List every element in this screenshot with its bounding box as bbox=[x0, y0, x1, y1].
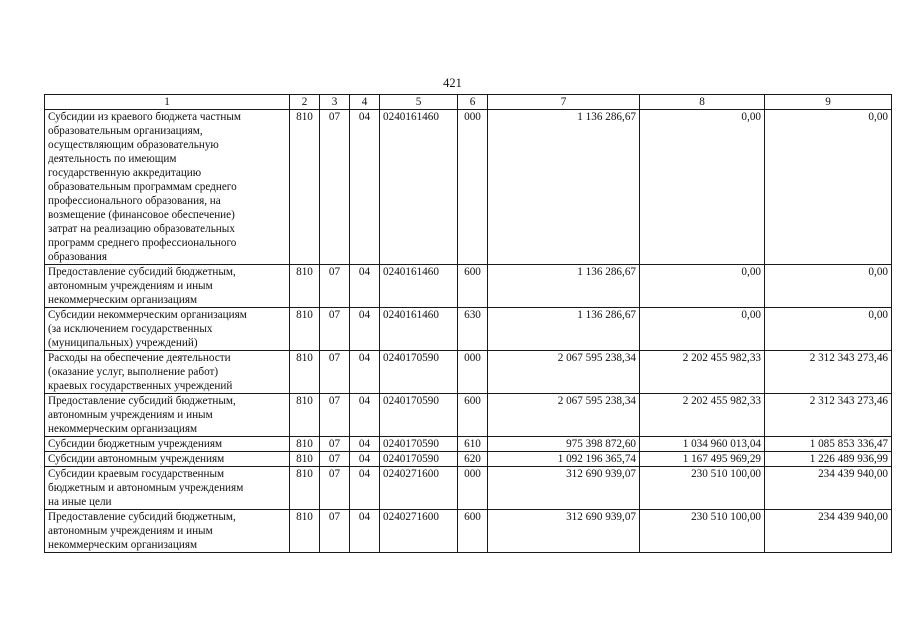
code-cell-vr: 630 bbox=[458, 308, 488, 351]
code-cell-pr: 04 bbox=[350, 351, 380, 394]
amount-year-1: 2 067 595 238,34 bbox=[488, 394, 640, 437]
column-header: 5 bbox=[380, 95, 458, 110]
amount-year-1: 312 690 939,07 bbox=[488, 510, 640, 553]
code-cell-vr: 620 bbox=[458, 452, 488, 467]
code-cell-csr: 0240271600 bbox=[380, 467, 458, 510]
amount-year-1: 1 092 196 365,74 bbox=[488, 452, 640, 467]
column-header: 4 bbox=[350, 95, 380, 110]
code-cell-csr: 0240170590 bbox=[380, 452, 458, 467]
row-name-line: (муниципальных) учреждений) bbox=[48, 337, 198, 349]
table-body bbox=[45, 110, 892, 553]
amount-year-2: 1 167 495 969,29 bbox=[640, 452, 765, 467]
row-name-line: Субсидии автономным учреждениям bbox=[48, 453, 225, 465]
table-row bbox=[45, 110, 892, 265]
row-name-line: профессионального образования, на bbox=[48, 195, 221, 207]
row-name-line: бюджетным и автономным учреждениям bbox=[48, 482, 244, 494]
code-cell-gr: 810 bbox=[290, 510, 320, 553]
code-cell-vr: 000 bbox=[458, 351, 488, 394]
code-cell-rz: 07 bbox=[320, 452, 350, 467]
row-name bbox=[45, 467, 290, 510]
code-cell-rz: 07 bbox=[320, 351, 350, 394]
row-name-line: программ среднего профессионального bbox=[48, 237, 237, 249]
code-cell-pr: 04 bbox=[350, 467, 380, 510]
row-name bbox=[45, 394, 290, 437]
amount-year-3: 2 312 343 273,46 bbox=[765, 351, 892, 394]
code-cell-csr: 0240161460 bbox=[380, 110, 458, 265]
row-name-line: Субсидии из краевого бюджета частным bbox=[48, 111, 241, 123]
row-name-line: Предоставление субсидий бюджетным, bbox=[48, 395, 236, 407]
code-cell-csr: 0240170590 bbox=[380, 437, 458, 452]
row-name-line: Расходы на обеспечение деятельности bbox=[48, 352, 231, 364]
code-cell-csr: 0240170590 bbox=[380, 394, 458, 437]
column-header: 6 bbox=[458, 95, 488, 110]
code-cell-rz: 07 bbox=[320, 308, 350, 351]
row-name-line: некоммерческим организациям bbox=[48, 539, 198, 551]
code-cell-vr: 610 bbox=[458, 437, 488, 452]
row-name-line: автономным учреждениям и иным bbox=[48, 525, 213, 537]
code-cell-rz: 07 bbox=[320, 110, 350, 265]
row-name bbox=[45, 351, 290, 394]
amount-year-1: 1 136 286,67 bbox=[488, 308, 640, 351]
amount-year-1: 312 690 939,07 bbox=[488, 467, 640, 510]
amount-year-2: 230 510 100,00 bbox=[640, 510, 765, 553]
table-row bbox=[45, 308, 892, 351]
amount-year-2: 0,00 bbox=[640, 308, 765, 351]
code-cell-vr: 600 bbox=[458, 265, 488, 308]
amount-year-3: 0,00 bbox=[765, 308, 892, 351]
code-cell-vr: 000 bbox=[458, 110, 488, 265]
code-cell-rz: 07 bbox=[320, 394, 350, 437]
row-name-line: (за исключением государственных bbox=[48, 323, 213, 335]
column-header: 8 bbox=[640, 95, 765, 110]
amount-year-1: 1 136 286,67 bbox=[488, 265, 640, 308]
amount-year-2: 2 202 455 982,33 bbox=[640, 394, 765, 437]
code-cell-pr: 04 bbox=[350, 110, 380, 265]
code-cell-pr: 04 bbox=[350, 510, 380, 553]
code-cell-gr: 810 bbox=[290, 351, 320, 394]
row-name-line: образовательным организациям, bbox=[48, 125, 203, 137]
row-name-line: автономным учреждениям и иным bbox=[48, 280, 213, 292]
table-row bbox=[45, 437, 892, 452]
column-header: 3 bbox=[320, 95, 350, 110]
code-cell-gr: 810 bbox=[290, 467, 320, 510]
code-cell-rz: 07 bbox=[320, 265, 350, 308]
row-name-line: образования bbox=[48, 251, 108, 263]
amount-year-2: 0,00 bbox=[640, 265, 765, 308]
code-cell-vr: 600 bbox=[458, 394, 488, 437]
row-name-line: осуществляющим образовательную bbox=[48, 139, 219, 151]
amount-year-1: 975 398 872,60 bbox=[488, 437, 640, 452]
row-name-line: деятельность по имеющим bbox=[48, 153, 177, 165]
code-cell-gr: 810 bbox=[290, 437, 320, 452]
amount-year-3: 0,00 bbox=[765, 110, 892, 265]
row-name-line: (оказание услуг, выполнение работ) bbox=[48, 366, 219, 378]
code-cell-csr: 0240170590 bbox=[380, 351, 458, 394]
column-header: 9 bbox=[765, 95, 892, 110]
row-name-line: Предоставление субсидий бюджетным, bbox=[48, 266, 236, 278]
code-cell-vr: 600 bbox=[458, 510, 488, 553]
row-name bbox=[45, 308, 290, 351]
table-row bbox=[45, 510, 892, 553]
row-name-line: Предоставление субсидий бюджетным, bbox=[48, 511, 236, 523]
amount-year-2: 0,00 bbox=[640, 110, 765, 265]
amount-year-3: 1 085 853 336,47 bbox=[765, 437, 892, 452]
row-name bbox=[45, 510, 290, 553]
row-name-line: затрат на реализацию образовательных bbox=[48, 223, 235, 235]
amount-year-2: 1 034 960 013,04 bbox=[640, 437, 765, 452]
code-cell-rz: 07 bbox=[320, 437, 350, 452]
page-number: 421 bbox=[443, 76, 462, 90]
amount-year-1: 1 136 286,67 bbox=[488, 110, 640, 265]
row-name bbox=[45, 110, 290, 265]
column-header: 2 bbox=[290, 95, 320, 110]
row-name-line: на иные цели bbox=[48, 496, 112, 508]
amount-year-3: 234 439 940,00 bbox=[765, 467, 892, 510]
row-name bbox=[45, 437, 290, 452]
code-cell-gr: 810 bbox=[290, 394, 320, 437]
code-cell-pr: 04 bbox=[350, 308, 380, 351]
code-cell-pr: 04 bbox=[350, 265, 380, 308]
header-row bbox=[45, 95, 892, 110]
row-name-line: некоммерческим организациям bbox=[48, 294, 198, 306]
table-row bbox=[45, 467, 892, 510]
code-cell-gr: 810 bbox=[290, 110, 320, 265]
row-name bbox=[45, 265, 290, 308]
code-cell-csr: 0240161460 bbox=[380, 265, 458, 308]
row-name-line: Субсидии некоммерческим организациям bbox=[48, 309, 247, 321]
amount-year-2: 230 510 100,00 bbox=[640, 467, 765, 510]
code-cell-rz: 07 bbox=[320, 510, 350, 553]
code-cell-pr: 04 bbox=[350, 437, 380, 452]
row-name-line: Субсидии бюджетным учреждениям bbox=[48, 438, 223, 450]
amount-year-3: 1 226 489 936,99 bbox=[765, 452, 892, 467]
row-name-line: государственную аккредитацию bbox=[48, 167, 202, 179]
row-name-line: возмещение (финансовое обеспечение) bbox=[48, 209, 235, 221]
row-name-line: Субсидии краевым государственным bbox=[48, 468, 225, 480]
table-row bbox=[45, 265, 892, 308]
code-cell-gr: 810 bbox=[290, 308, 320, 351]
row-name-line: автономным учреждениям и иным bbox=[48, 409, 213, 421]
row-name bbox=[45, 452, 290, 467]
code-cell-rz: 07 bbox=[320, 467, 350, 510]
table-row bbox=[45, 452, 892, 467]
table-row bbox=[45, 394, 892, 437]
code-cell-csr: 0240271600 bbox=[380, 510, 458, 553]
column-header: 1 bbox=[45, 95, 290, 110]
code-cell-gr: 810 bbox=[290, 265, 320, 308]
code-cell-pr: 04 bbox=[350, 394, 380, 437]
code-cell-vr: 000 bbox=[458, 467, 488, 510]
code-cell-csr: 0240161460 bbox=[380, 308, 458, 351]
code-cell-gr: 810 bbox=[290, 452, 320, 467]
table-row bbox=[45, 351, 892, 394]
column-header: 7 bbox=[488, 95, 640, 110]
amount-year-3: 2 312 343 273,46 bbox=[765, 394, 892, 437]
code-cell-pr: 04 bbox=[350, 452, 380, 467]
amount-year-3: 234 439 940,00 bbox=[765, 510, 892, 553]
amount-year-2: 2 202 455 982,33 bbox=[640, 351, 765, 394]
budget-table bbox=[44, 94, 892, 553]
amount-year-1: 2 067 595 238,34 bbox=[488, 351, 640, 394]
amount-year-3: 0,00 bbox=[765, 265, 892, 308]
row-name-line: некоммерческим организациям bbox=[48, 423, 198, 435]
row-name-line: образовательным программам среднего bbox=[48, 181, 237, 193]
row-name-line: краевых государственных учреждений bbox=[48, 380, 233, 392]
